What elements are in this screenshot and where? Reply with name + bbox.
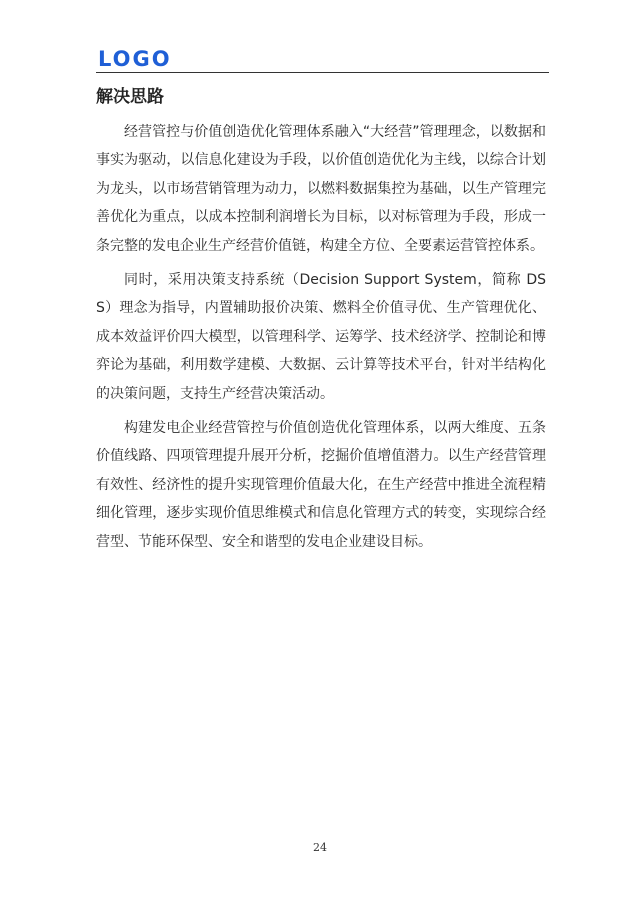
- paragraph-2: 同时，采用决策支持系统（Decision Support System，简称 DSS）理念为指导，内置辅助报价决策、燃料全价值寻优、生产管理优化、成本效益评价四大模型，以管理科学、运筹学、技术经济学、控制论和博弈论为基础，利用数学建模、大数据、云计算等技术平台，针对半结构化的决策问题，支持生产经营决策活动。: [96, 272, 546, 402]
- body-text: [96, 118, 546, 562]
- section-title: 解决思路: [96, 87, 164, 107]
- paragraph-1: 经营管控与价值创造优化管理体系融入“大经营”管理理念，以数据和事实为驱动，以信息化建设为手段，以价值创造优化为主线，以综合计划为龙头，以市场营销管理为动力，以燃料数据集控为基础，以生产管理完善优化为重点，以成本控制利润增长为目标，以对标管理为手段，形成一条完整的发电企业生产经营价值链，构建全方位、全要素运营管控体系。: [96, 124, 546, 254]
- paragraph-3: 构建发电企业经营管控与价值创造优化管理体系，以两大维度、五条价值线路、四项管理提升展开分析，挖掘价值增值潜力。以生产经营管理有效性、经济性的提升实现管理价值最大化，在生产经营中推进全流程精细化管理，逐步实现价值思维模式和信息化管理方式的转变，实现综合经营型、节能环保型、安全和谐型的发电企业建设目标。: [96, 420, 546, 550]
- header-divider: [96, 72, 549, 73]
- page-number: 24: [313, 841, 327, 854]
- logo: LOGO: [98, 47, 172, 71]
